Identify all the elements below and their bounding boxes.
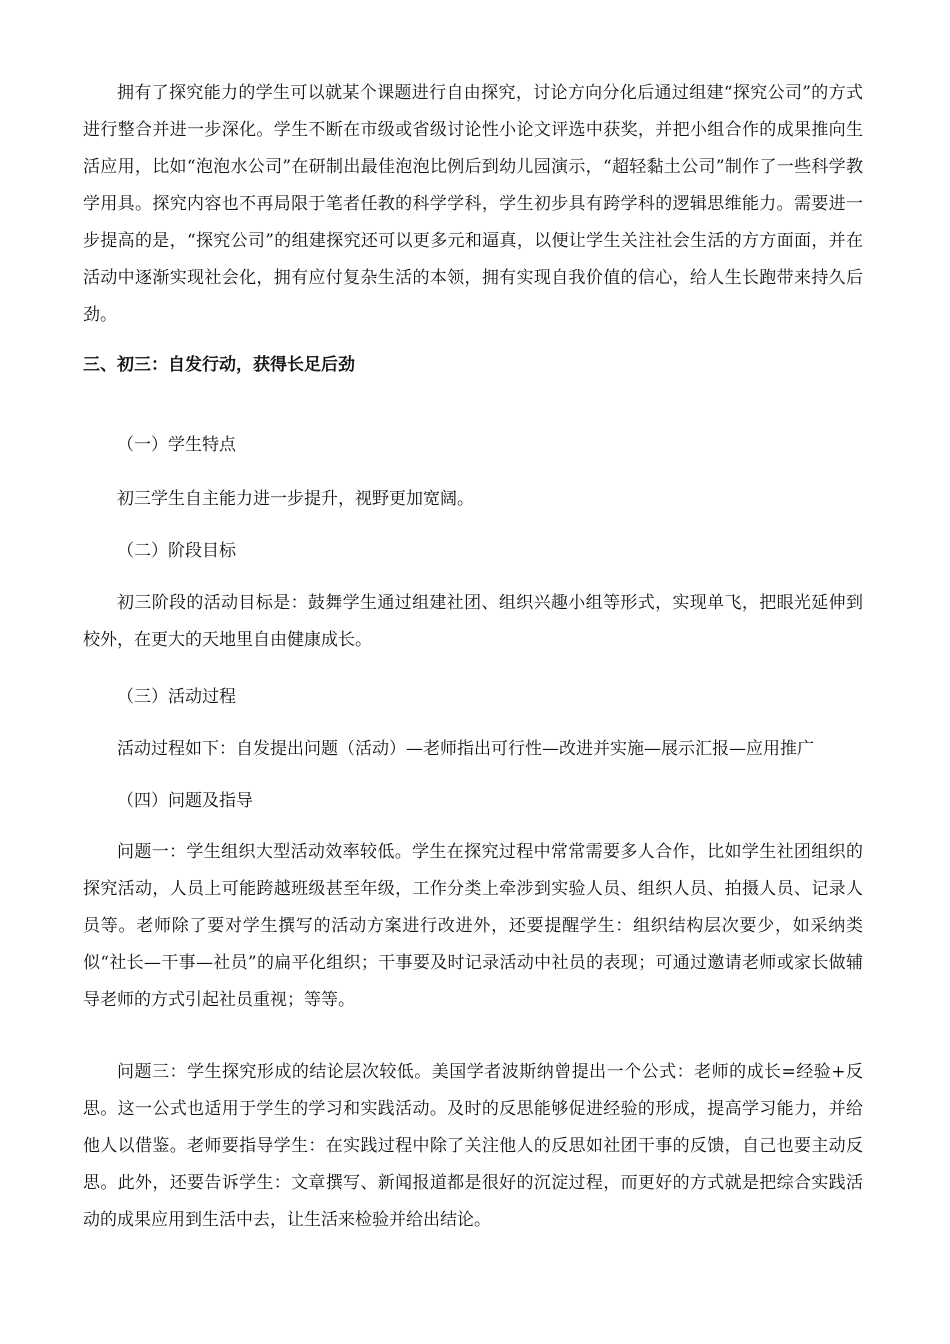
paragraph-student-traits: 初三学生自主能力进一步提升，视野更加宽阔。 [117,489,474,509]
subheading-stage-goals: （二）阶段目标 [117,541,236,561]
section-heading-grade9: 三、初三：自发行动，获得长足后劲 [83,355,355,375]
paragraph-inquiry-company: 拥有了探究能力的学生可以就某个课题进行自由探究，讨论方向分化后通过组建“探究公司”的方式进行整合并进一步深化。学生不断在市级或省级讨论性小论文评选中获奖，并把小组合作的成果推向生活应用，比如“泡泡水公司”在研制出最佳泡泡比例后到幼儿园演示，“超轻黏土公司”制作了一些科学教学用具。探究内容也不再局限于笔者任教的科学学科，学生初步具有跨学科的逻辑思维能力。需要进一步提高的是，“探究公司”的组建探究还可以更多元和逼真，以便让学生关注社会生活的方方面面，并在活动中逐渐实现社会化，拥有应付复杂生活的本领，拥有实现自我价值的信心，给人生长跑带来持久后劲。 [83,83,863,325]
paragraph-activity-process: 活动过程如下：自发提出问题（活动）—老师指出可行性—改进并实施—展示汇报—应用推广 [117,739,814,759]
subheading-problems-guidance: （四）问题及指导 [117,791,253,811]
subheading-student-traits: （一）学生特点 [117,435,236,455]
subheading-activity-process: （三）活动过程 [117,687,236,707]
paragraph-problem-three: 问题三：学生探究形成的结论层次较低。美国学者波斯纳曾提出一个公式：老师的成长=经验+反思。这一公式也适用于学生的学习和实践活动。及时的反思能够促进经验的形成，提高学习能力，并给他人以借鉴。老师要指导学生：在实践过程中除了关注他人的反思如社团干事的反馈，自己也要主动反思。此外，还要告诉学生：文章撰写、新闻报道都是很好的沉淀过程，而更好的方式就是把综合实践活动的成果应用到生活中去，让生活来检验并给出结论。 [83,1062,863,1230]
paragraph-problem-one: 问题一：学生组织大型活动效率较低。学生在探究过程中常常需要多人合作，比如学生社团组织的探究活动，人员上可能跨越班级甚至年级，工作分类上牵涉到实验人员、组织人员、拍摄人员、记录人员等。老师除了要对学生撰写的活动方案进行改进外，还要提醒学生：组织结构层次要少，如采纳类似“社长—干事—社员”的扁平化组织；干事要及时记录活动中社员的表现；可通过邀请老师或家长做辅导老师的方式引起社员重视；等等。 [83,842,863,1010]
paragraph-stage-goals: 初三阶段的活动目标是：鼓舞学生通过组建社团、组织兴趣小组等形式，实现单飞，把眼光延伸到校外，在更大的天地里自由健康成长。 [83,593,863,650]
